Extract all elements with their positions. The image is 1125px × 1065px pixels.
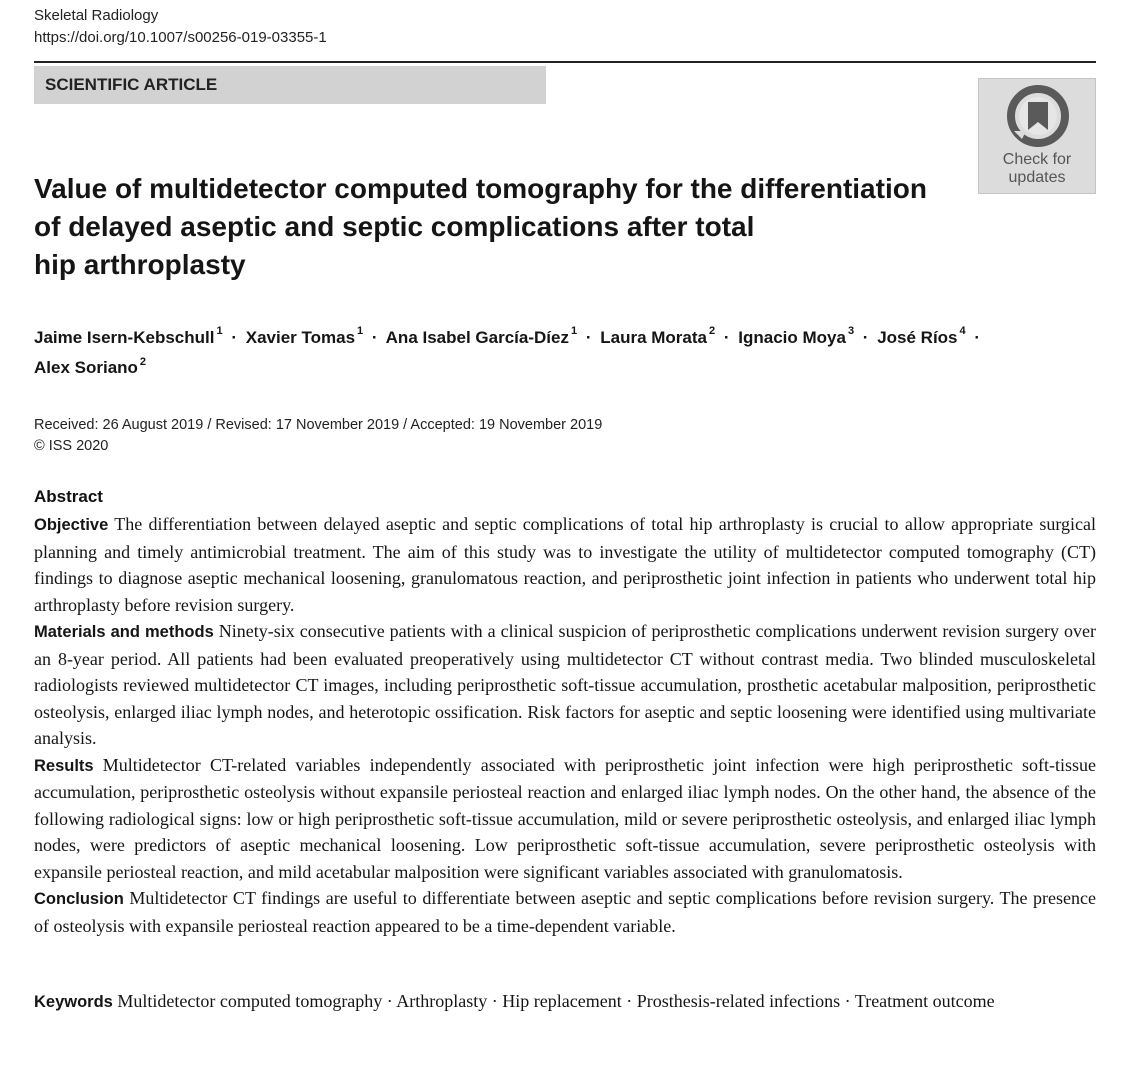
abstract-objective: Objective The differentiation between delayed aseptic and septic complications of total hip arthroplasty is crucial to allow appropriate surgical planning and timely antimicrobial treatment. The aim of this study was to investigate the utility of multidetector computed tomography (CT) findings to diagnose aseptic mechanical loosening, granulomatous reaction, and periprosthetic joint infection in patients who underwent total hip arthroplasty before revision surgery. [34,514,1096,615]
author[interactable]: Alex Soriano $^2$ [34,355,147,378]
author-separator: · [585,327,592,347]
author-list [34,320,1104,381]
abstract-body [34,511,1096,939]
check-for-updates-icon [1006,84,1070,148]
author-separator: · [723,327,730,347]
author[interactable]: Xavier Tomas $^1$ [245,325,364,347]
abstract-heading: Abstract [34,487,103,506]
abstract-methods: Materials and methods Ninety-six consecutive patients with a clinical suspicion of periprosthetic complications underwent revision surgery over an 8-year period. All patients had been evaluated preoperatively using multidetector CT without contrast media. Two blinded musculoskeletal radiologists reviewed multidetector CT images, including periprosthetic soft-tissue accumulation, prosthetic acetabular malposition, periprosthetic osteolysis, enlarged iliac lymph nodes, and heterotopic ossification. Risk factors for aseptic and septic loosening were identified using multivariate analysis. [34,621,1096,748]
check-for-updates-badge[interactable] [978,78,1096,194]
abstract-results: Results Multidetector CT-related variables independently associated with periprosthetic joint infection were high periprosthetic soft-tissue accumulation, periprosthetic osteolysis without expansile periosteal reaction and enlarged iliac lymph nodes. On the other hand, the absence of the following radiological signs: low or high periprosthetic soft-tissue accumulation, mild or severe periprosthetic osteolysis, and enlarged iliac lymph nodes, were predictors of aseptic mechanical loosening. Low periprosthetic soft-tissue accumulation, severe periprosthetic osteolysis with expansile periosteal reaction, and mild acetabular malposition were significant variables associated with granulomatosis. [34,754,1096,882]
author[interactable]: Jaime Isern-Kebschull $^1$ [34,325,223,347]
article-dates: Received: 26 August 2019 / Revised: 17 November 2019 / Accepted: 19 November 2019 [34,417,603,433]
author[interactable]: Laura Morata $^2$ [600,325,716,347]
header-rule [34,61,1096,63]
author-separator: · [862,327,869,347]
author[interactable]: Ignacio Moya $^3$ [738,325,855,347]
article-type-banner: SCIENTIFIC ARTICLE [34,66,546,104]
keywords-label: Keywords [34,993,113,1011]
author[interactable]: Ana Isabel García-Díez $^1$ [385,325,578,347]
doi-link[interactable]: https://doi.org/10.1007/s00256-019-03355-1 [34,29,327,46]
keywords-text: Multidetector computed tomography · Arthroplasty · Hip replacement · Prosthesis-related infections · Treatment outcome [117,991,995,1011]
copyright: © ISS 2020 [34,438,109,454]
author[interactable]: José Ríos $^4$ [877,325,966,347]
author-separator: · [231,327,237,347]
keywords [34,988,1096,1016]
author-separator: · [371,327,378,347]
check-for-updates-label: Check for updates [1002,151,1072,186]
article-title: Value of multidetector computed tomography for the differentiation of delayed aseptic and septic complications after total hip arthroplasty [34,173,927,280]
abstract-conclusion: Conclusion Multidetector CT findings are useful to differentiate between aseptic and septic complications before revision surgery. The presence of osteolysis with expansile periosteal reaction appeared to be a time-dependent variable. [34,888,1097,936]
journal-name: Skeletal Radiology [34,7,159,24]
author-separator: · [974,327,981,347]
